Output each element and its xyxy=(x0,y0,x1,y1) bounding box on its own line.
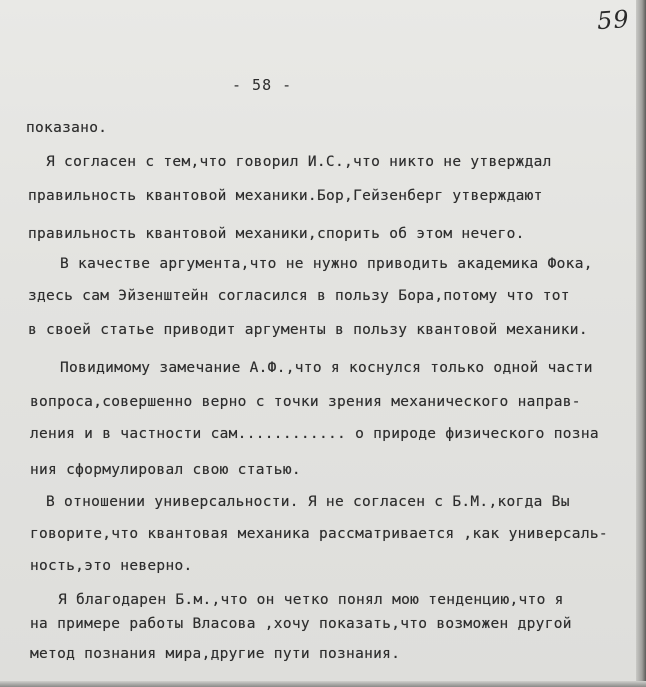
text-line: вопроса,совершенно верно с точки зрения механического направ- xyxy=(30,394,581,410)
text-line: Я согласен с тем,что говорил И.С.,что никто не утверждал xyxy=(46,154,552,170)
text-line: показано. xyxy=(26,120,108,136)
text-line: здесь сам Эйзенштейн согласился в пользу Бора,потому что тот xyxy=(28,288,570,304)
text-line: ления и в частности сам............ о природе физического позна xyxy=(30,426,599,442)
text-line: В отношении универсальности. Я не согласен с Б.М.,когда Вы xyxy=(46,494,570,510)
text-line: говорите,что квантовая механика рассматривается ,как универсаль- xyxy=(30,526,608,542)
text-line: на примере работы Власова ,хочу показать,что возможен другой xyxy=(30,616,572,632)
page-bottom-shadow xyxy=(0,681,646,687)
text-line: правильность квантовой механики,спорить об этом нечего. xyxy=(28,226,525,242)
text-line: метод познания мира,другие пути познания. xyxy=(30,646,401,662)
page-edge-shadow xyxy=(636,0,646,687)
text-line: ность,это неверно. xyxy=(30,558,193,574)
archive-page-number: 59 xyxy=(596,4,631,36)
text-line: в своей статье приводит аргументы в пользу квантовой механики. xyxy=(28,322,588,338)
text-line: В качестве аргумента,что не нужно приводить академика Фока, xyxy=(60,256,593,272)
page-number: - 58 - xyxy=(232,76,293,94)
text-line: Повидимому замечание А.Ф.,что я коснулся только одной части xyxy=(60,360,593,376)
text-line: ния сформулировал свою статью. xyxy=(30,462,301,478)
text-line: Я благодарен Б.м.,что он четко понял мою тенденцию,что я xyxy=(58,592,564,608)
text-line: правильность квантовой механики.Бор,Гейзенберг утверждают xyxy=(28,188,543,204)
